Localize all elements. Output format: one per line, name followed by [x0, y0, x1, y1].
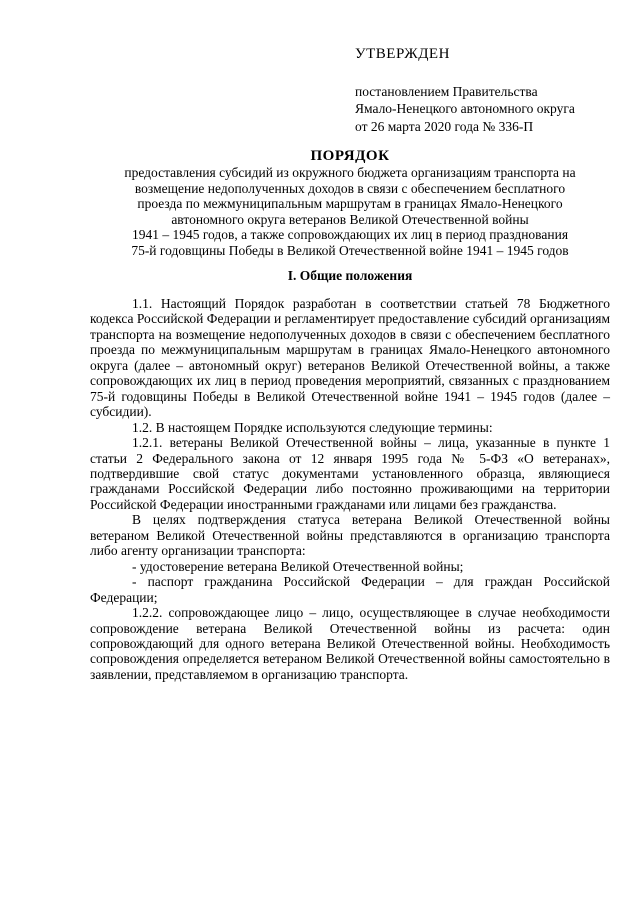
paragraph-1-2-1: 1.2.1. ветераны Великой Отечественной войны – лица, указанные в пункте 1 статьи 2 Федерального закона от 12 января 1995 года № 5-ФЗ «О ветеранах», подтвердившие свой статус документами установленного образца, являющиеся гражданами Российской Федерации либо постоянно проживающими на территории Российской Федерации иностранными гражданами или лицами без гражданства.	[90, 435, 610, 512]
paragraph-1-1: 1.1. Настоящий Порядок разработан в соответствии статьей 78 Бюджетного кодекса Российской Федерации и регламентирует предоставление субсидий организациям транспорта на возмещение недополученных доходов в связи с обеспечением бесплатного проезда по межмуниципальным маршрутам в границах Ямало-Ненецкого автономного округа (далее – автономный округ) ветеранов Великой Отечественной войны, а также сопровождающих их лиц в период проведения мероприятий, связанных с празднованием 75-й годовщины Победы в Великой Отечественной войне 1941 – 1945 годов (далее – субсидии).	[90, 296, 610, 420]
approval-stamp: УТВЕРЖДЕН	[355, 46, 450, 62]
document-title: ПОРЯДОК	[310, 148, 390, 164]
paragraph-status-confirmation: В целях подтверждения статуса ветерана Великой Отечественной войны ветераном Великой Отечественной войны представляются в организацию транспорта либо агенту организации транспорта:	[90, 512, 610, 559]
list-item-veteran-certificate: - удостоверение ветерана Великой Отечественной войны;	[132, 558, 464, 574]
subtitle-line: 1941 – 1945 годов, а также сопровождающих их лиц в период празднования	[131, 227, 569, 243]
subtitle-line: предоставления субсидий из окружного бюджета организациям транспорта на	[124, 165, 576, 180]
subtitle-line: 75-й годовщины Победы в Великой Отечественной войне 1941 – 1945 годов	[131, 242, 569, 258]
approval-line: Ямало-Ненецкого автономного округа	[355, 101, 575, 116]
document-subtitle	[90, 165, 610, 259]
list-item-passport: - паспорт гражданина Российской Федерации – для граждан Российской Федерации;	[90, 574, 610, 605]
section-heading: I. Общие положения	[287, 268, 413, 283]
subtitle-line: возмещение недополученных доходов в связи с обеспечением бесплатного	[134, 180, 566, 196]
approval-line: постановлением Правительства	[355, 83, 538, 99]
approval-line: от 26 марта 2020 года № 336-П	[355, 118, 534, 134]
paragraph-1-2: 1.2. В настоящем Порядке используются следующие термины:	[132, 419, 493, 435]
subtitle-line: проезда по межмуниципальным маршрутам в границах Ямало-Ненецкого	[137, 196, 563, 212]
approval-block	[355, 46, 575, 135]
subtitle-line: автономного округа ветеранов Великой Отечественной войны	[171, 211, 529, 227]
document-body	[90, 296, 610, 682]
paragraph-1-2-2: 1.2.2. сопровождающее лицо – лицо, осуществляющее в случае необходимости сопровождение ветерана Великой Отечественной войны из расчета: один сопровождающий для одного ветерана Великой Отечественной войны. Необходимость сопровождения определяется ветераном Великой Отечественной войны самостоятельно в заявлении, представляемом в организацию транспорта.	[90, 605, 610, 682]
